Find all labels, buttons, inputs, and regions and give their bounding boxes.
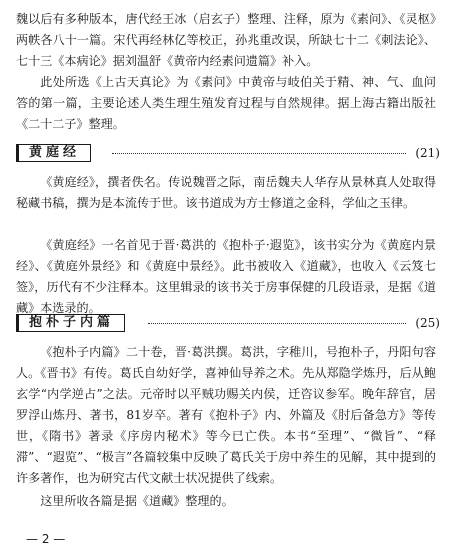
leader-dots: [148, 323, 406, 324]
body-paragraph: 《抱朴子内篇》二十卷，晋·葛洪撰。葛洪，字稚川，号抱朴子，丹阳句容人。《晋书》有传。葛氏自幼好学，喜神仙导养之术。先从郑隐学炼丹，后从鲍玄学“内学逆占”之法。元帝时以平贼功赐关内侯，迁咨议参军。晚年辞官，居罗浮山炼丹、著书，81岁卒。著有《抱朴子》内、外篇及《肘后备急方》等传世，《隋书》著录《序房内秘术》等今已亡佚。本书“至理”、“微旨”、“释滞”、“遐览”、“极言”各篇较集中反映了葛氏关于房中养生的见解，其中提到的许多著作，也为研究古代文献士状况提供了线索。: [16, 345, 436, 485]
section-title: 抱朴子内篇: [29, 315, 115, 330]
intro-paragraph: 魏以后有多种版本，唐代经王冰（启玄子）整理、注释，原为《素问》、《灵枢》两帙各八十一篇。宋代再经林亿等校正，孙兆重改误，所缺七十二《刺法论》、七十三《本病论》据刘温舒《黄帝内经素问遗篇》补入。: [16, 12, 436, 68]
intro-note-paragraph: 此处所选《上古天真论》为《素问》中黄帝与岐伯关于精、神、气、血问答的第一篇，主要论述人类生理生殖发育过程与自然规律。据上海古籍出版社《二十二子》整理。: [16, 75, 436, 131]
body-paragraph: 《黄庭经》，撰者佚名。传说魏晋之际，南岳魏夫人华存从景林真人处取得秘藏书稿，撰为是本流传于世。该书道成为方士修道之金科，学仙之玉律。: [16, 175, 436, 210]
leader-dots: [112, 153, 406, 154]
body-paragraph: 这里所收各篇是据《道藏》整理的。: [40, 494, 234, 508]
section-page-number: (25): [415, 316, 440, 330]
section-title-box: [16, 314, 125, 332]
section-title-box: [16, 144, 91, 162]
section-heading-huangtingjing: [16, 144, 440, 164]
section-page-number: (21): [415, 146, 440, 160]
body-paragraph: 《黄庭经》一名首见于晋·葛洪的《抱朴子·遐览》，该书实分为《黄庭内景经》、《黄庭外景经》和《黄庭中景经》。此书被收入《道藏》，也收入《云笈七签》，历代有不少注释本。这里辑录的该书关于房事保健的几段语录，是据《道藏》本选录的。: [16, 238, 436, 315]
section-heading-baopuzi: [16, 314, 440, 334]
page-number: — 2 —: [26, 532, 66, 546]
section-title: 黄庭经: [29, 145, 81, 160]
